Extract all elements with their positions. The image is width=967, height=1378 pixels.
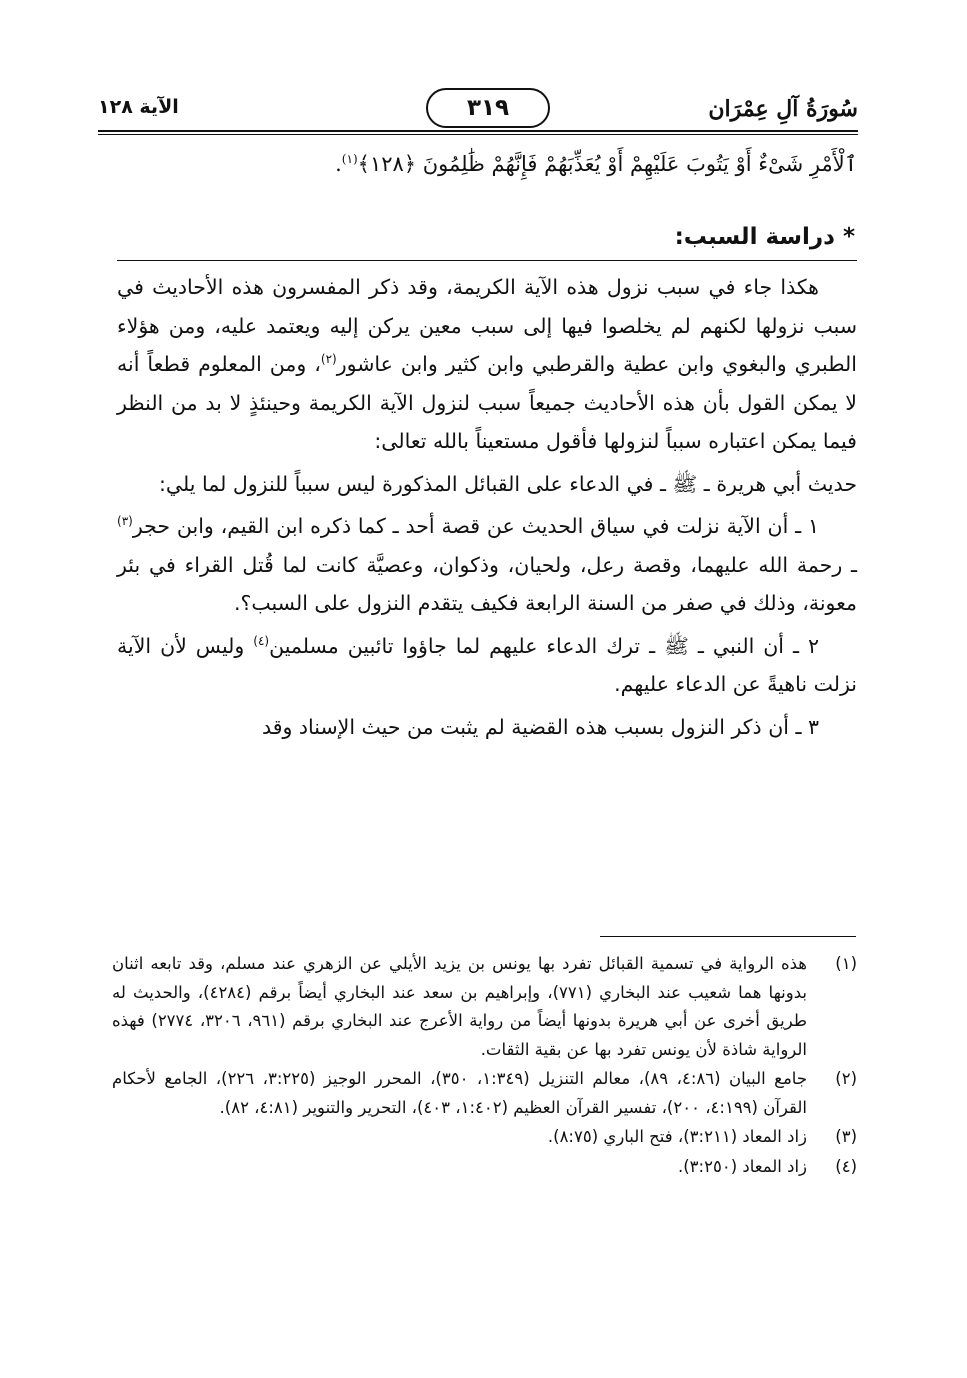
- paragraph-text: ، ومن المعلوم قطعاً أنه لا يمكن القول بأن هذه الأحاديث جميعاً سبب لنزول الآية الكريمة وحينئذٍ لا بد من النظر فيما يمكن اعتباره سبباً لنزولها فأقول مستعيناً بالله تعالى:: [117, 352, 857, 453]
- verse-text: ٱلْأَمْرِ شَىْءٌ أَوْ يَتُوبَ عَلَيْهِمْ أَوْ يُعَذِّبَهُمْ فَإِنَّهُمْ ظَٰلِمُونَ ﴿١٢٨﴾: [357, 152, 857, 176]
- surah-name: سُورَةُ آلِ عِمْرَان: [708, 96, 858, 122]
- footnotes: [112, 950, 857, 1182]
- paragraph-text: وليس لأن الآية نزلت ناهيةً عن الدعاء عليهم.: [117, 633, 857, 696]
- footnote-number: (٢): [835, 1069, 857, 1088]
- paragraph-text: ٢ ـ أن النبي ـ ﷺ ـ ترك الدعاء عليهم لما جاؤوا تائبين مسلمين: [269, 633, 819, 658]
- footnote: [112, 1065, 857, 1122]
- header-rule: [98, 130, 858, 132]
- verse-end: .: [335, 152, 342, 176]
- footnote: [112, 950, 857, 1064]
- main-text: [117, 268, 857, 746]
- section-title: * دراسة السبب:: [674, 224, 855, 250]
- paragraph-text: هكذا جاء في سبب نزول هذه الآية الكريمة، وقد ذكر المفسرون هذه الأحاديث في سبب نزولها لكنهم لم يخلصوا فيها إلى سبب معين يركن إليه ويعتمد عليه، ومن هؤلاء الطبري والبغوي وابن عطية والقرطبي وابن كثير وابن عاشور: [117, 275, 857, 376]
- ayah-label: الآية ١٢٨: [98, 96, 179, 118]
- footnote-ref: (٢): [320, 352, 337, 367]
- section-rule: [117, 260, 857, 261]
- paragraph: [117, 268, 857, 461]
- footnote-ref: (١): [341, 152, 358, 166]
- paragraph: حديث أبي هريرة ـ ﷺ ـ في الدعاء على القبائل المذكورة ليس سبباً للنزول لما يلي:: [158, 471, 857, 496]
- quran-verse: [97, 146, 857, 182]
- footnote-number: (١): [835, 954, 857, 973]
- paragraph: [117, 507, 857, 623]
- paragraph-text: ـ رحمة الله عليهما، وقصة رعل، ولحيان، وذكوان، وعصيَّة كانت لما قُتل القراء في بئر معونة، وذلك في صفر من السنة الرابعة فكيف يتقدم النزول على السبب؟.: [117, 552, 857, 615]
- paragraph: [117, 627, 857, 704]
- footnote-text: زاد المعاد (٣:٢٥٠).: [677, 1156, 807, 1176]
- footnote: [112, 1153, 857, 1182]
- footnote-number: (٤): [835, 1156, 857, 1176]
- footnote-separator: [600, 936, 856, 937]
- header-rule-thin: [98, 134, 858, 135]
- footnote-number: (٣): [835, 1127, 857, 1146]
- footnote-text: جامع البيان (٤:٨٦، ٨٩)، معالم التنزيل (١:٣٤٩، ٣٥٠)، المحرر الوجيز (٣:٢٢٥، ٢٢٦)، الجامع لأحكام القرآن (٤:١٩٩، ٢٠٠)، تفسير القرآن العظيم (١:٤٠٢، ٤٠٣)، التحرير والتنوير (٤:٨١، ٨٢).: [112, 1069, 808, 1117]
- paragraph-text: ١ ـ أن الآية نزلت في سياق الحديث عن قصة أحد ـ كما ذكره ابن القيم، وابن حجر: [132, 514, 819, 538]
- footnote-ref: (٣): [117, 514, 133, 529]
- footnote-text: هذه الرواية في تسمية القبائل تفرد بها يونس بن يزيد الأيلي عن الزهري عند مسلم، وقد تابعه اثنان بدونها هما شعيب عند البخاري (٧٧١)، وإبراهيم بن سعد عند البخاري أيضاً برقم (٤٢٨٤)، والحديث له طريق أخرى عن أبي هريرة بدونها أيضاً من رواية الأعرج عند البخاري برقم (٩٦١، ٣٢٠٦، ٢٧٧٤) فهذه الرواية شاذة لأن يونس تفرد بها عن بقية الثقات.: [112, 954, 807, 1059]
- footnote: [112, 1123, 857, 1152]
- paragraph: ٣ ـ أن ذكر النزول بسبب هذه القضية لم يثبت من حيث الإسناد وقد: [261, 714, 819, 739]
- page-number: ٣١٩: [426, 88, 550, 128]
- footnote-text: زاد المعاد (٣:٢١١)، فتح الباري (٨:٧٥).: [547, 1127, 807, 1146]
- footnote-ref: (٤): [253, 633, 270, 648]
